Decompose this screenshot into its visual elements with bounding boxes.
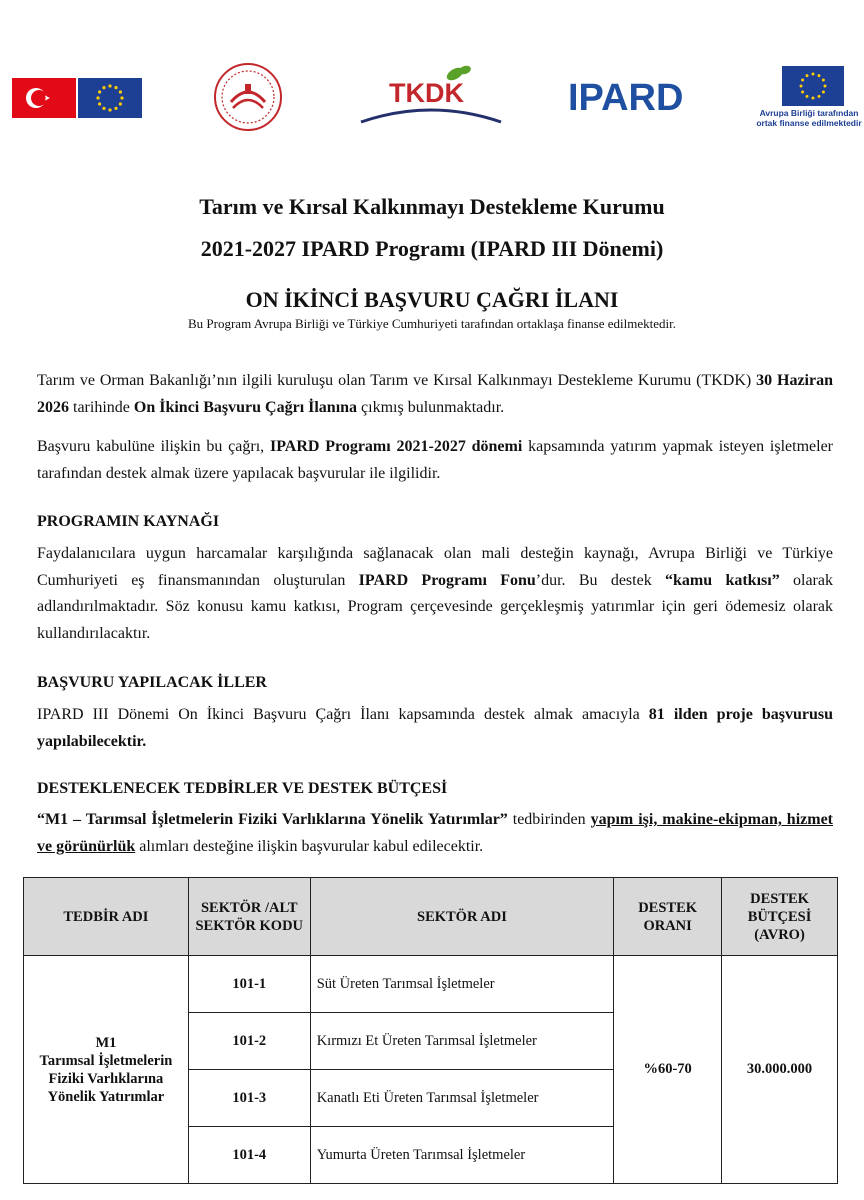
eu-caption-line-2: ortak finanse edilmektedir <box>756 118 862 128</box>
sector-name: Kırmızı Et Üreten Tarımsal İşletmeler <box>310 1013 613 1070</box>
program-source-paragraph <box>37 541 833 647</box>
program-period: IPARD Programı 2021-2027 dönemi <box>269 438 523 455</box>
logo-bar <box>0 58 864 138</box>
ipard-logo <box>566 72 700 116</box>
call-date: 30 Haziran 2026 <box>37 372 833 416</box>
tkdk-logo <box>357 62 505 128</box>
public-contribution-term: “kamu katkısı” <box>665 571 780 589</box>
measure-cell <box>24 956 189 1184</box>
table-header-row <box>24 878 838 956</box>
header-support-budget: DESTEK BÜTÇESİ (AVRO) <box>722 878 838 956</box>
measure-code: M1 <box>95 1034 117 1051</box>
provinces-paragraph <box>37 702 833 755</box>
text-segment: ’dur. Bu destek <box>535 571 666 589</box>
eu-caption-line-1: Avrupa Birliği tarafından <box>759 108 859 118</box>
header-support-rate: DESTEK ORANI <box>614 878 722 956</box>
eu-flag-icon <box>78 78 142 118</box>
text-segment: Başvuru kabulüne ilişkin bu çağrı, <box>37 438 270 455</box>
text-segment: tedbirinden <box>507 811 591 828</box>
text-segment: kapsamında yatırım yapmak isteyen işletmeler tarafından destek almak üzere yapılacak başvurular ile ilgilidir. <box>37 438 834 482</box>
header-sector-name: SEKTÖR ADI <box>310 878 613 956</box>
funding-subtitle: Bu Program Avrupa Birliği ve Türkiye Cumhuriyeti tarafından ortaklaşa finanse edilmektedir. <box>188 316 676 331</box>
eu-cofinance-caption <box>754 108 864 128</box>
program-title: 2021-2027 IPARD Programı (IPARD III Dönemi) <box>200 236 664 261</box>
support-budget: 30.000.000 <box>722 956 838 1184</box>
provinces-heading: BAŞVURU YAPILACAK İLLER <box>37 674 267 691</box>
measure-full-name: Tarımsal İşletmelerin Fiziki Varlıklarına Yönelik Yatırımlar <box>39 1052 173 1105</box>
institution-title: Tarım ve Kırsal Kalkınmayı Destekleme Kurumu <box>199 194 665 219</box>
support-rate: %60-70 <box>614 956 722 1184</box>
measures-heading: DESTEKLENECEK TEDBİRLER VE DESTEK BÜTÇESİ <box>37 780 448 797</box>
table-row <box>24 956 838 1013</box>
text-segment: IPARD III Dönemi On İkinci Başvuru Çağrı İlanı kapsamında destek almak amacıyla <box>37 706 649 723</box>
measures-paragraph <box>37 807 833 860</box>
intro-paragraph-1 <box>37 368 833 421</box>
measures-table <box>23 877 838 1184</box>
tkdk-text: TKDK <box>389 78 464 108</box>
text-segment: Faydalanıcılara uygun harcamalar karşılığında sağlanacak olan mali desteğin kaynağı, Avrupa Birliği ve Türkiye Cumhuriyeti eş finansmanından oluşturulan <box>37 545 833 589</box>
provinces-count: 81 ilden proje başvurusu yapılabilecektir. <box>37 706 834 750</box>
text-segment: olarak adlandırılmaktadır. Söz konusu kamu katkısı, Program çerçevesinde gerçekleşmiş yatırımlar için geri ödemesiz olarak kullandırılacaktır. <box>37 571 833 642</box>
text-segment: alımları desteğine ilişkin başvurular kabul edilecektir. <box>135 837 484 855</box>
sector-code: 101-2 <box>188 1013 310 1070</box>
program-source-heading: PROGRAMIN KAYNAĞI <box>37 513 220 530</box>
sector-code: 101-4 <box>188 1127 310 1184</box>
ipard-text: IPARD <box>568 77 684 116</box>
intro-paragraph-2 <box>37 434 833 487</box>
fund-name: IPARD Programı Fonu <box>358 571 536 589</box>
sector-name: Kanatlı Eti Üreten Tarımsal İşletmeler <box>310 1070 613 1127</box>
call-name: On İkinci Başvuru Çağrı İlanına <box>133 398 358 416</box>
call-title: ON İKİNCİ BAŞVURU ÇAĞRI İLANI <box>245 287 619 312</box>
ministry-seal-icon <box>211 62 285 132</box>
sector-code: 101-3 <box>188 1070 310 1127</box>
eligible-expenses: yapım işi, makine-ekipman, hizmet ve görünürlük <box>37 811 833 855</box>
sector-name: Yumurta Üreten Tarımsal İşletmeler <box>310 1127 613 1184</box>
sector-code: 101-1 <box>188 956 310 1013</box>
turkish-flag-icon <box>12 78 76 118</box>
text-segment: Tarım ve Orman Bakanlığı’nın ilgili kuruluşu olan Tarım ve Kırsal Kalkınmayı Destekleme Kurumu (TKDK) <box>37 372 757 389</box>
eu-cofinance-flag-icon <box>782 66 844 106</box>
text-segment: çıkmış bulunmaktadır. <box>357 398 505 416</box>
text-segment: tarihinde <box>69 398 134 416</box>
sector-name: Süt Üreten Tarımsal İşletmeler <box>310 956 613 1013</box>
header-measure-name: TEDBİR ADI <box>24 878 189 956</box>
header-sector-code: SEKTÖR /ALT SEKTÖR KODU <box>188 878 310 956</box>
measure-name: “M1 – Tarımsal İşletmelerin Fiziki Varlıklarına Yönelik Yatırımlar” <box>37 811 508 828</box>
